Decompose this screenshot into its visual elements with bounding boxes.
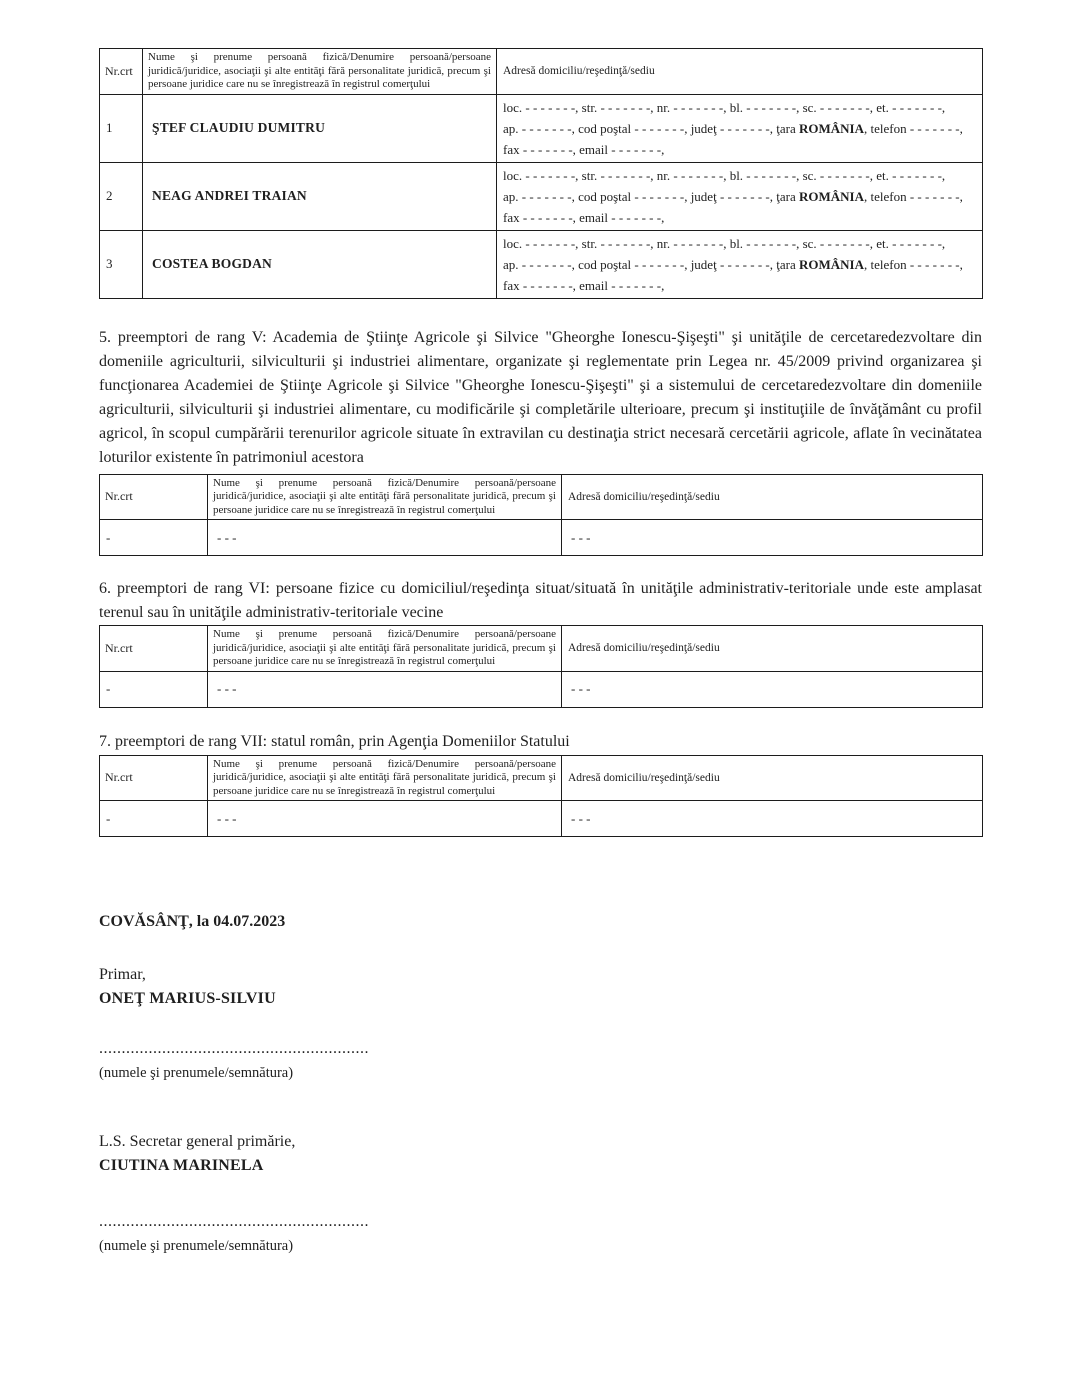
empty-address-cell: - - - xyxy=(562,801,983,837)
row-number: - xyxy=(100,801,208,837)
row-number: 1 xyxy=(100,94,143,162)
address-line-2-post: , telefon - - - - - - -, xyxy=(863,120,963,136)
header-address-column: Adresă domiciliu/reşedinţă/sediu xyxy=(562,626,983,672)
address-line-2 xyxy=(503,186,978,207)
table-row xyxy=(100,801,983,837)
signature-dotted-line: ............................................................ xyxy=(99,1213,369,1230)
address-line-2 xyxy=(503,254,978,275)
place-and-date: COVĂSÂNŢ, la 04.07.2023 xyxy=(99,913,286,930)
header-nr-crt: Nr.crt xyxy=(100,474,208,520)
table-row xyxy=(100,520,983,556)
empty-name-cell: - - - xyxy=(208,801,562,837)
empty-address-cell: - - - xyxy=(562,520,983,556)
address-line-2-pre: ap. - - - - - - -, cod poştal - - - - - - -, judeţ - - - - - - -, ţara xyxy=(503,188,799,204)
signature-caption: (numele şi prenumele/semnătura) xyxy=(99,1065,294,1081)
named-preemptors-table xyxy=(99,48,983,299)
table-header-row xyxy=(100,49,983,95)
country-name: ROMÂNIA xyxy=(798,256,864,272)
address-line-3: fax - - - - - - -, email - - - - - - -, xyxy=(503,277,665,293)
signature-caption: (numele şi prenumele/semnătura) xyxy=(99,1238,294,1254)
empty-name-cell: - - - xyxy=(208,671,562,707)
row-number: - xyxy=(100,520,208,556)
address-line-2-pre: ap. - - - - - - -, cod poştal - - - - - - -, judeţ - - - - - - -, ţara xyxy=(503,256,799,272)
address-line-2-post: , telefon - - - - - - -, xyxy=(863,256,963,272)
header-nr-crt: Nr.crt xyxy=(100,49,143,95)
row-number: 2 xyxy=(100,162,143,230)
country-name: ROMÂNIA xyxy=(798,188,864,204)
table-header-row xyxy=(100,755,983,801)
rank5-table xyxy=(99,474,983,557)
rank7-table xyxy=(99,755,983,838)
header-name-column: Nume şi prenume persoană fizică/Denumire persoană/persoane juridică/juridice, asociaţii şi alte entităţi fără personalitate juridică, precum şi persoane juridice care nu se înregistrează în registrul comerţului xyxy=(208,626,562,672)
signature-block xyxy=(99,910,982,1258)
header-name-column: Nume şi prenume persoană fizică/Denumire persoană/persoane juridică/juridice, asociaţii şi alte entităţi fără personalitate juridică, precum şi persoane juridice care nu se înregistrează în registrul comerţului xyxy=(143,49,497,95)
table-row xyxy=(100,671,983,707)
header-address-column: Adresă domiciliu/reşedinţă/sediu xyxy=(562,755,983,801)
address-line-2-pre: ap. - - - - - - -, cod poştal - - - - - - -, judeţ - - - - - - -, ţara xyxy=(503,120,799,136)
preemptor-address xyxy=(497,230,983,298)
document-content xyxy=(99,0,982,1258)
mayor-role: Primar, xyxy=(99,966,146,983)
preemptor-address xyxy=(497,94,983,162)
mayor-name: ONEŢ MARIUS-SILVIU xyxy=(99,990,276,1007)
address-line-2-post: , telefon - - - - - - -, xyxy=(863,188,963,204)
address-line-1: loc. - - - - - - -, str. - - - - - - -, nr. - - - - - - -, bl. - - - - - - -, sc. - - - - - - -, et. - - - - - - -, xyxy=(503,167,946,183)
secretary-role: L.S. Secretar general primărie, xyxy=(99,1133,296,1150)
table-row xyxy=(100,94,983,162)
rank7-paragraph: 7. preemptori de rang VII: statul român, prin Agenţia Domeniilor Statului xyxy=(99,732,570,750)
table-row xyxy=(100,162,983,230)
preemptor-name: COSTEA BOGDAN xyxy=(143,230,497,298)
table-header-row xyxy=(100,474,983,520)
header-address-column: Adresă domiciliu/reşedinţă/sediu xyxy=(562,474,983,520)
preemptor-name: ŞTEF CLAUDIU DUMITRU xyxy=(143,94,497,162)
rank5-paragraph: 5. preemptori de rang V: Academia de Ştiinţe Agricole şi Silvice "Gheorghe Ionescu-Şişeşti" şi unităţile de cercetaredezvoltare din domeniile agriculturii, silviculturii şi industriei alimentare, organizate şi reglementate prin Legea nr. 45/2009 privind organizarea şi funcţionarea Academiei de Ştiinţe Agricole şi Silvice "Gheorghe Ionescu-Şişeşti" şi a sistemului de cercetaredezvoltare din domeniile agriculturii, silviculturii şi industriei alimentare, cu modificările şi completările ulterioare, precum şi instituţiile de învăţământ cu profil agricol, în scopul cumpărării terenurilor agricole situate în extravilan cu destinaţia strict necesară cercetării agricole, aflate în vecinătatea loturilor existente în patrimoniul acestora xyxy=(99,328,982,466)
address-line-3: fax - - - - - - -, email - - - - - - -, xyxy=(503,141,665,157)
table-header-row xyxy=(100,626,983,672)
header-nr-crt: Nr.crt xyxy=(100,626,208,672)
address-line-3: fax - - - - - - -, email - - - - - - -, xyxy=(503,209,665,225)
header-name-column: Nume şi prenume persoană fizică/Denumire persoană/persoane juridică/juridice, asociaţii şi alte entităţi fără personalitate juridică, precum şi persoane juridice care nu se înregistrează în registrul comerţului xyxy=(208,755,562,801)
signature-dotted-line: ............................................................ xyxy=(99,1040,369,1057)
header-nr-crt: Nr.crt xyxy=(100,755,208,801)
address-line-1: loc. - - - - - - -, str. - - - - - - -, nr. - - - - - - -, bl. - - - - - - -, sc. - - - - - - -, et. - - - - - - -, xyxy=(503,235,946,251)
address-line-2 xyxy=(503,118,978,139)
empty-name-cell: - - - xyxy=(208,520,562,556)
secretary-name: CIUTINA MARINELA xyxy=(99,1157,264,1174)
preemptor-address xyxy=(497,162,983,230)
rank6-paragraph: 6. preemptori de rang VI: persoane fizice cu domiciliul/reşedinţa situat/situată în unităţile administrativ-teritoriale unde este amplasat terenul sau în unităţile administrativ-teritoriale vecine xyxy=(99,580,982,621)
table-row xyxy=(100,230,983,298)
empty-address-cell: - - - xyxy=(562,671,983,707)
header-address-column: Adresă domiciliu/reşedinţă/sediu xyxy=(497,49,983,95)
row-number: - xyxy=(100,671,208,707)
row-number: 3 xyxy=(100,230,143,298)
rank6-table xyxy=(99,625,983,708)
header-name-column: Nume şi prenume persoană fizică/Denumire persoană/persoane juridică/juridice, asociaţii şi alte entităţi fără personalitate juridică, precum şi persoane juridice care nu se înregistrează în registrul comerţului xyxy=(208,474,562,520)
country-name: ROMÂNIA xyxy=(798,120,864,136)
address-line-1: loc. - - - - - - -, str. - - - - - - -, nr. - - - - - - -, bl. - - - - - - -, sc. - - - - - - -, et. - - - - - - -, xyxy=(503,99,946,115)
preemptor-name: NEAG ANDREI TRAIAN xyxy=(143,162,497,230)
